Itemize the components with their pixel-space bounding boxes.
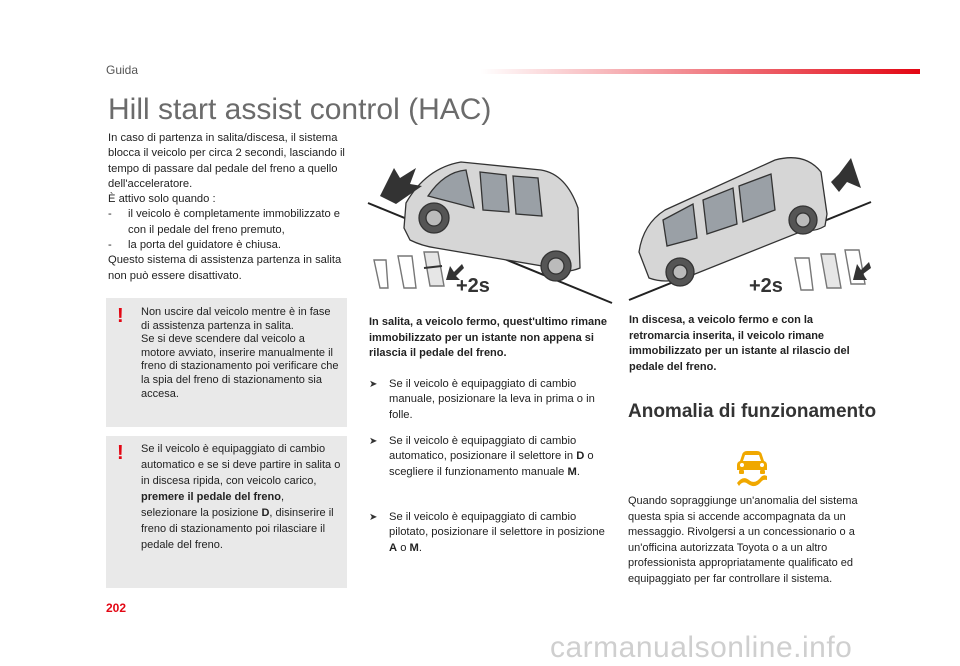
condition-item: [108, 238, 352, 253]
warning-icon: !: [117, 442, 124, 464]
condition-text: il veicolo è completamente immobilizzato e con il pedale del freno premuto,: [128, 208, 341, 236]
arrow-bullet-icon: ➤: [369, 512, 378, 523]
condition-dash: -: [108, 239, 112, 252]
warning-text-bold: premere il pedale del freno: [141, 491, 281, 503]
watermark: carmanualsonline.info: [550, 631, 853, 664]
warning-text-part: , selezionare la posizione: [141, 491, 285, 519]
warning-box: [106, 436, 347, 588]
page-title: Hill start assist control (HAC): [108, 93, 492, 126]
arrow-bullet-icon: ➤: [369, 379, 378, 390]
warning-box: [106, 298, 347, 427]
warning-text-bold: D: [261, 507, 270, 519]
warning-text-part: Se il veicolo è equipaggiato di cambio automatico e se si deve partire in salita o in discesa ripida, con veicolo carico,: [141, 443, 341, 487]
downhill-illustration: [625, 152, 875, 312]
instruction-item: [369, 510, 609, 556]
van-icon: [639, 158, 827, 286]
instruction-text: Se il veicolo è equipaggiato di cambio automatico, posizionare il selettore in D o scegliere il funzionamento manuale M.: [389, 435, 594, 478]
intro-p1: In caso di partenza in salita/discesa, il sistema blocca il veicolo per circa 2 secondi, lasciando il tempo di passare dal pedale del freno a quello dell'acceleratore.: [108, 132, 345, 190]
arrow-bullet-icon: ➤: [369, 436, 378, 447]
intro-p3: Questo sistema di assistenza partenza in salita non può essere disattivato.: [108, 254, 342, 282]
pedals-icon: [795, 250, 865, 290]
section-label: Guida: [106, 63, 139, 77]
warning-text: Non uscire dal veicolo mentre è in fase di assistenza partenza in salita. Se si deve scendere dal veicolo a motore avviato, inserire manualmente il freno di stazionamento poi verificare che la spia del freno di stazionamento sia accesa.: [141, 306, 339, 400]
timer-label: +2s: [749, 275, 783, 297]
condition-text: la porta del guidatore è chiusa.: [128, 239, 281, 252]
instruction-text: Se il veicolo è equipaggiato di cambio pilotato, posizionare il selettore in posizione A o M.: [389, 511, 605, 554]
page-number: 202: [106, 601, 127, 615]
pedals-icon: [374, 252, 444, 288]
intro-text: [108, 131, 352, 284]
anomaly-text: Quando sopraggiunge un'anomalia del sistema questa spia si accende accompagnata da un messaggio. Rivolgersi a un concessionario o a un'officina autorizzata Toyota o a un altro professionista appropriatamente qualificato ed equipaggiato per far controllare il sistema.: [628, 495, 858, 585]
downhill-caption: In discesa, a veicolo fermo e con la retromarcia inserita, il veicolo rimane immobilizzato per un istante al rilascio del pedale del freno.: [629, 314, 850, 373]
uphill-caption: In salita, a veicolo fermo, quest'ultimo rimane immobilizzato per un istante non appena si rilascia il pedale del freno.: [369, 316, 607, 359]
downhill-arrow-icon: [831, 158, 861, 192]
timer-label: +2s: [456, 275, 490, 297]
header-rule: [480, 69, 920, 74]
uphill-illustration: [366, 148, 616, 308]
hill-assist-fault-icon: [733, 449, 771, 487]
condition-dash: -: [108, 208, 112, 221]
condition-item: [108, 207, 352, 238]
instruction-item: [369, 377, 609, 423]
warning-text-part: , disinserire il freno di stazionamento poi rilasciare il pedale del freno.: [141, 507, 334, 551]
anomaly-heading: Anomalia di funzionamento: [628, 401, 877, 422]
instruction-text: Se il veicolo è equipaggiato di cambio manuale, posizionare la leva in prima o in folle.: [389, 378, 595, 421]
intro-p2: È attivo solo quando :: [108, 193, 216, 206]
warning-text: [141, 441, 341, 553]
instruction-item: [369, 434, 609, 480]
warning-icon: !: [117, 305, 124, 327]
